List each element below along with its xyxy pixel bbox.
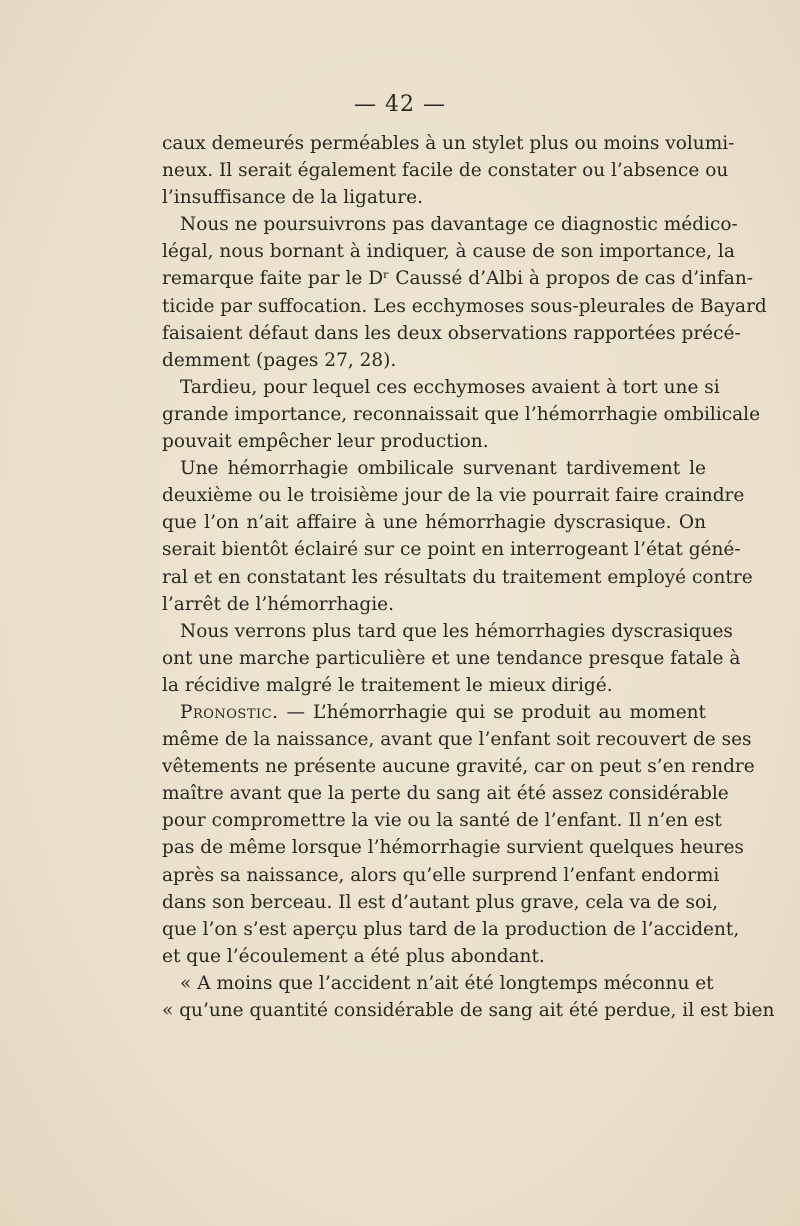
- text-line: légal, nous bornant à indiquer, à cause de son importance, la: [162, 241, 735, 263]
- text-line: la récidive malgré le traitement le mieux dirigé.: [162, 674, 613, 696]
- text-line: Nous verrons plus tard que les hémorrhagies dyscrasiques: [180, 620, 733, 642]
- text-line: même de la naissance, avant que l’enfant soit recouvert de ses: [162, 729, 752, 751]
- text-line: après sa naissance, alors qu’elle surprend l’enfant endormi: [162, 864, 720, 886]
- text-line: « A moins que l’accident n’ait été longtemps méconnu et: [180, 972, 714, 994]
- page-number: — 42 —: [354, 92, 446, 117]
- text-line: pouvait empêcher leur production.: [162, 431, 489, 453]
- text-line: remarque faite par le Dʳ Caussé d’Albi à propos de cas d’infan-: [162, 268, 754, 290]
- text-line: et que l’écoulement a été plus abondant.: [162, 945, 545, 967]
- text-line: demment (pages 27, 28).: [162, 349, 397, 371]
- text-line: Tardieu, pour lequel ces ecchymoses avaient à tort une si: [180, 376, 720, 398]
- text-line: grande importance, reconnaissait que l’hémorrhagie ombilicale: [162, 403, 761, 425]
- text-line: serait bientôt éclairé sur ce point en interrogeant l’état géné-: [162, 539, 741, 561]
- text-line: que l’on n’ait affaire à une hémorrhagie dyscrasique. On: [162, 512, 706, 534]
- text-line: ticide par suffocation. Les ecchymoses sous-pleurales de Bayard: [162, 295, 767, 317]
- text-line: ont une marche particulière et une tendance presque fatale à: [162, 647, 741, 669]
- section-heading: Pronostic.: [180, 701, 279, 723]
- text-line: caux demeurés perméables à un stylet plus ou moins volumi-: [162, 133, 735, 154]
- text-line: Nous ne poursuivrons pas davantage ce diagnostic médico-: [180, 214, 738, 236]
- text-line: l’insuffisance de la ligature.: [162, 187, 423, 209]
- body-text: [162, 130, 775, 1024]
- text-line: deuxième ou le troisième jour de la vie pourrait faire craindre: [162, 485, 745, 507]
- text-line: vêtements ne présente aucune gravité, car on peut s’en rendre: [162, 756, 755, 778]
- text-line: faisaient défaut dans les deux observations rapportées précé-: [162, 322, 741, 344]
- text-line: pour compromettre la vie ou la santé de l’enfant. Il n’en est: [162, 810, 722, 832]
- text-line-rest: — L’hémorrhagie qui se produit au moment: [278, 701, 706, 723]
- text-line: que l’on s’est aperçu plus tard de la production de l’accident,: [162, 918, 740, 940]
- text-line: l’arrêt de l’hémorrhagie.: [162, 593, 395, 615]
- text-line: pas de même lorsque l’hémorrhagie survient quelques heures: [162, 837, 744, 859]
- text-line: dans son berceau. Il est d’autant plus grave, cela va de soi,: [162, 891, 718, 913]
- text-line: « qu’une quantité considérable de sang ait été perdue, il est bien: [162, 1000, 775, 1021]
- text-line: neux. Il serait également facile de constater ou l’absence ou: [162, 160, 729, 182]
- text-line: ral et en constatant les résultats du traitement employé contre: [162, 566, 753, 588]
- text-line: [162, 699, 706, 726]
- text-line: maître avant que la perte du sang ait été assez considérable: [162, 783, 729, 805]
- text-line: Une hémorrhagie ombilicale survenant tardivement le: [180, 458, 706, 480]
